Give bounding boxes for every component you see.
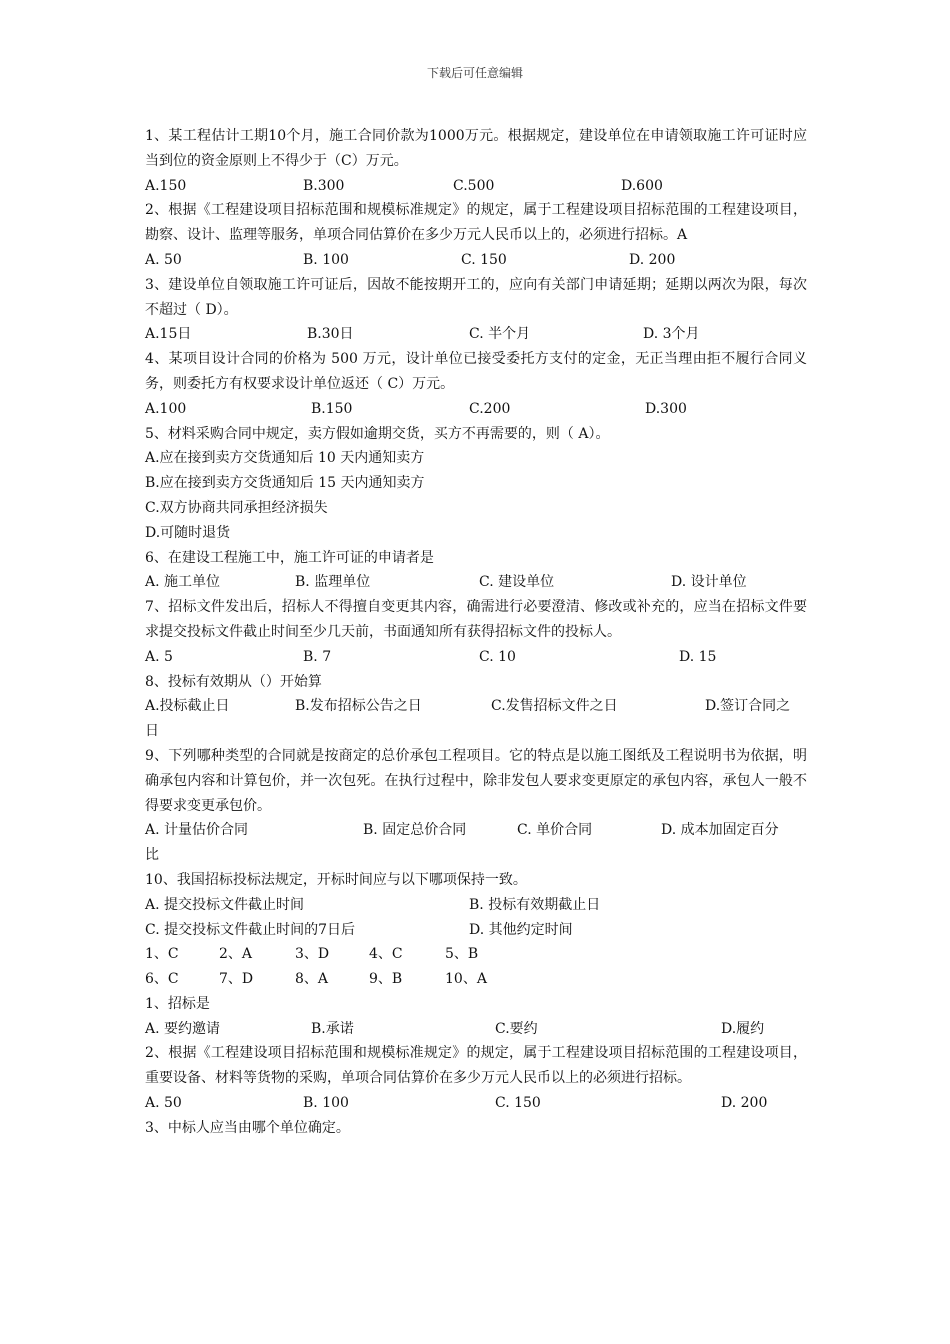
option-c: C. 150: [461, 251, 507, 268]
option-c: C. 10: [479, 648, 516, 665]
option-b: B. 100: [303, 1095, 349, 1112]
option-c: C.200: [469, 400, 511, 417]
option-b: B.承诺: [311, 1020, 354, 1037]
answer: 2、A: [219, 946, 253, 963]
option-a: A. 施工单位: [145, 574, 221, 591]
option-d: D.可随时退货: [145, 524, 231, 541]
option-c: C.要约: [495, 1020, 538, 1037]
question-2-options: [145, 248, 807, 273]
option-d: D. 成本加固定百分: [661, 822, 779, 839]
question-4-options: [145, 397, 807, 422]
question-2-2: 2、根据《工程建设项目招标范围和规模标准规定》的规定，属于工程建设项目招标范围的工程建设项目，重要设备、材料等货物的采购，单项合同估算价在多少万元人民币以上的必须进行招标。: [145, 1045, 807, 1087]
question-10-options-row-1: [145, 893, 807, 918]
option-b: B.发布招标公告之日: [295, 698, 422, 715]
option-a: A. 5: [145, 648, 173, 665]
option-b: B.150: [311, 400, 353, 417]
option-d: D. 200: [629, 251, 676, 268]
question-8: 8、投标有效期从（）开始算: [145, 673, 322, 690]
question-2: 2、根据《工程建设项目招标范围和规模标准规定》的规定，属于工程建设项目招标范围的工程建设项目，勘察、设计、监理等服务，单项合同估算价在多少万元人民币以上的，必须进行招标。A: [145, 202, 807, 244]
option-d: D. 设计单位: [671, 574, 747, 591]
page-header: 下载后可任意编辑: [426, 66, 523, 80]
option-c: C. 半个月: [469, 326, 531, 343]
option-d: D. 3个月: [643, 326, 700, 343]
option-d: D.履约: [721, 1020, 765, 1037]
option-b: B.30日: [307, 326, 354, 343]
option-c: C. 建设单位: [479, 574, 555, 591]
answer: 9、B: [369, 971, 403, 988]
option-d: D. 15: [679, 648, 717, 665]
option-b: B.300: [303, 177, 345, 194]
document-body: [145, 124, 807, 1141]
option-b: B.应在接到卖方交货通知后 15 天内通知卖方: [145, 475, 425, 492]
question-7: 7、招标文件发出后，招标人不得擅自变更其内容，确需进行必要澄清、修改或补充的，应当在招标文件要求提交投标文件截止时间至少几天前，书面通知所有获得招标文件的投标人。: [145, 599, 807, 640]
option-c: C. 提交投标文件截止时间的7日后: [145, 921, 356, 938]
question-3: 3、建设单位自领取施工许可证后，因故不能按期开工的，应向有关部门申请延期；延期以两次为限，每次不超过（ D）。: [145, 276, 807, 318]
question-4: 4、某项目设计合同的价格为 500 万元，设计单位已接受委托方支付的定金，无正当理由拒不履行合同义务，则委托方有权要求设计单位返还（ C）万元。: [145, 351, 807, 392]
question-5: 5、材料采购合同中规定，卖方假如逾期交货，买方不再需要的，则（ A）。: [145, 425, 610, 442]
option-b: B. 投标有效期截止日: [469, 896, 601, 913]
question-6-options: [145, 570, 807, 595]
answer: 5、B: [445, 946, 479, 963]
option-d: D. 其他约定时间: [469, 921, 573, 938]
option-d: D.600: [621, 177, 663, 194]
question-6: 6、在建设工程施工中，施工许可证的申请者是: [145, 549, 434, 566]
option-b: B. 7: [303, 648, 332, 665]
question-7-options: [145, 645, 807, 670]
option-b: B. 100: [303, 251, 349, 268]
option-a: A. 提交投标文件截止时间: [145, 896, 305, 913]
option-a: A.15日: [145, 326, 192, 343]
question-1-options: [145, 174, 807, 199]
question-9: 9、下列哪种类型的合同就是按商定的总价承包工程项目。它的特点是以施工图纸及工程说明书为依据，明确承包内容和计算包价，并一次包死。在执行过程中，除非发包人要求变更原定的承包内容，承包人一般不得要求变更承包价。: [145, 747, 807, 814]
answer-key-row-2: [145, 967, 807, 992]
question-2-2-options: [145, 1091, 807, 1116]
option-c: C.发售招标文件之日: [491, 698, 618, 715]
question-8-options: [145, 694, 807, 719]
question-9-options: [145, 818, 807, 843]
answer: 8、A: [295, 971, 329, 988]
question-2-1-options: [145, 1017, 807, 1042]
question-3-options: [145, 322, 807, 347]
question-1: 1、某工程估计工期10个月，施工合同价款为1000万元。根据规定，建设单位在申请领取施工许可证时应当到位的资金原则上不得少于（C）万元。: [145, 128, 807, 169]
option-d: D. 200: [721, 1095, 768, 1112]
question-2-3: 3、中标人应当由哪个单位确定。: [145, 1119, 350, 1136]
option-c: C. 单价合同: [517, 822, 593, 839]
option-b: B. 监理单位: [295, 574, 371, 591]
option-d-wrap: 日: [145, 723, 159, 740]
answer: 1、C: [145, 946, 179, 963]
question-10-options-row-2: [145, 918, 807, 943]
option-c: C. 150: [495, 1095, 541, 1112]
option-d: D.300: [645, 400, 687, 417]
option-a: A. 50: [145, 251, 182, 268]
option-c: C.500: [453, 177, 495, 194]
option-a: A.投标截止日: [145, 698, 230, 715]
answer: 3、D: [295, 946, 330, 963]
option-b: B. 固定总价合同: [363, 822, 467, 839]
answer-key-row-1: [145, 942, 807, 967]
answer: 7、D: [219, 971, 254, 988]
option-c: C.双方协商共同承担经济损失: [145, 499, 328, 516]
option-a: A.应在接到卖方交货通知后 10 天内通知卖方: [145, 450, 425, 467]
option-a: A.150: [145, 177, 187, 194]
question-2-1: 1、招标是: [145, 995, 210, 1012]
option-a: A.100: [145, 400, 187, 417]
option-d: D.签订合同之: [705, 698, 791, 715]
answer: 10、A: [445, 971, 487, 988]
option-a: A. 要约邀请: [145, 1020, 221, 1037]
option-d-wrap: 比: [145, 847, 159, 864]
answer: 4、C: [369, 946, 403, 963]
question-10: 10、我国招标投标法规定，开标时间应与以下哪项保持一致。: [145, 871, 527, 888]
answer: 6、C: [145, 971, 179, 988]
option-a: A. 计量估价合同: [145, 822, 249, 839]
option-a: A. 50: [145, 1095, 182, 1112]
